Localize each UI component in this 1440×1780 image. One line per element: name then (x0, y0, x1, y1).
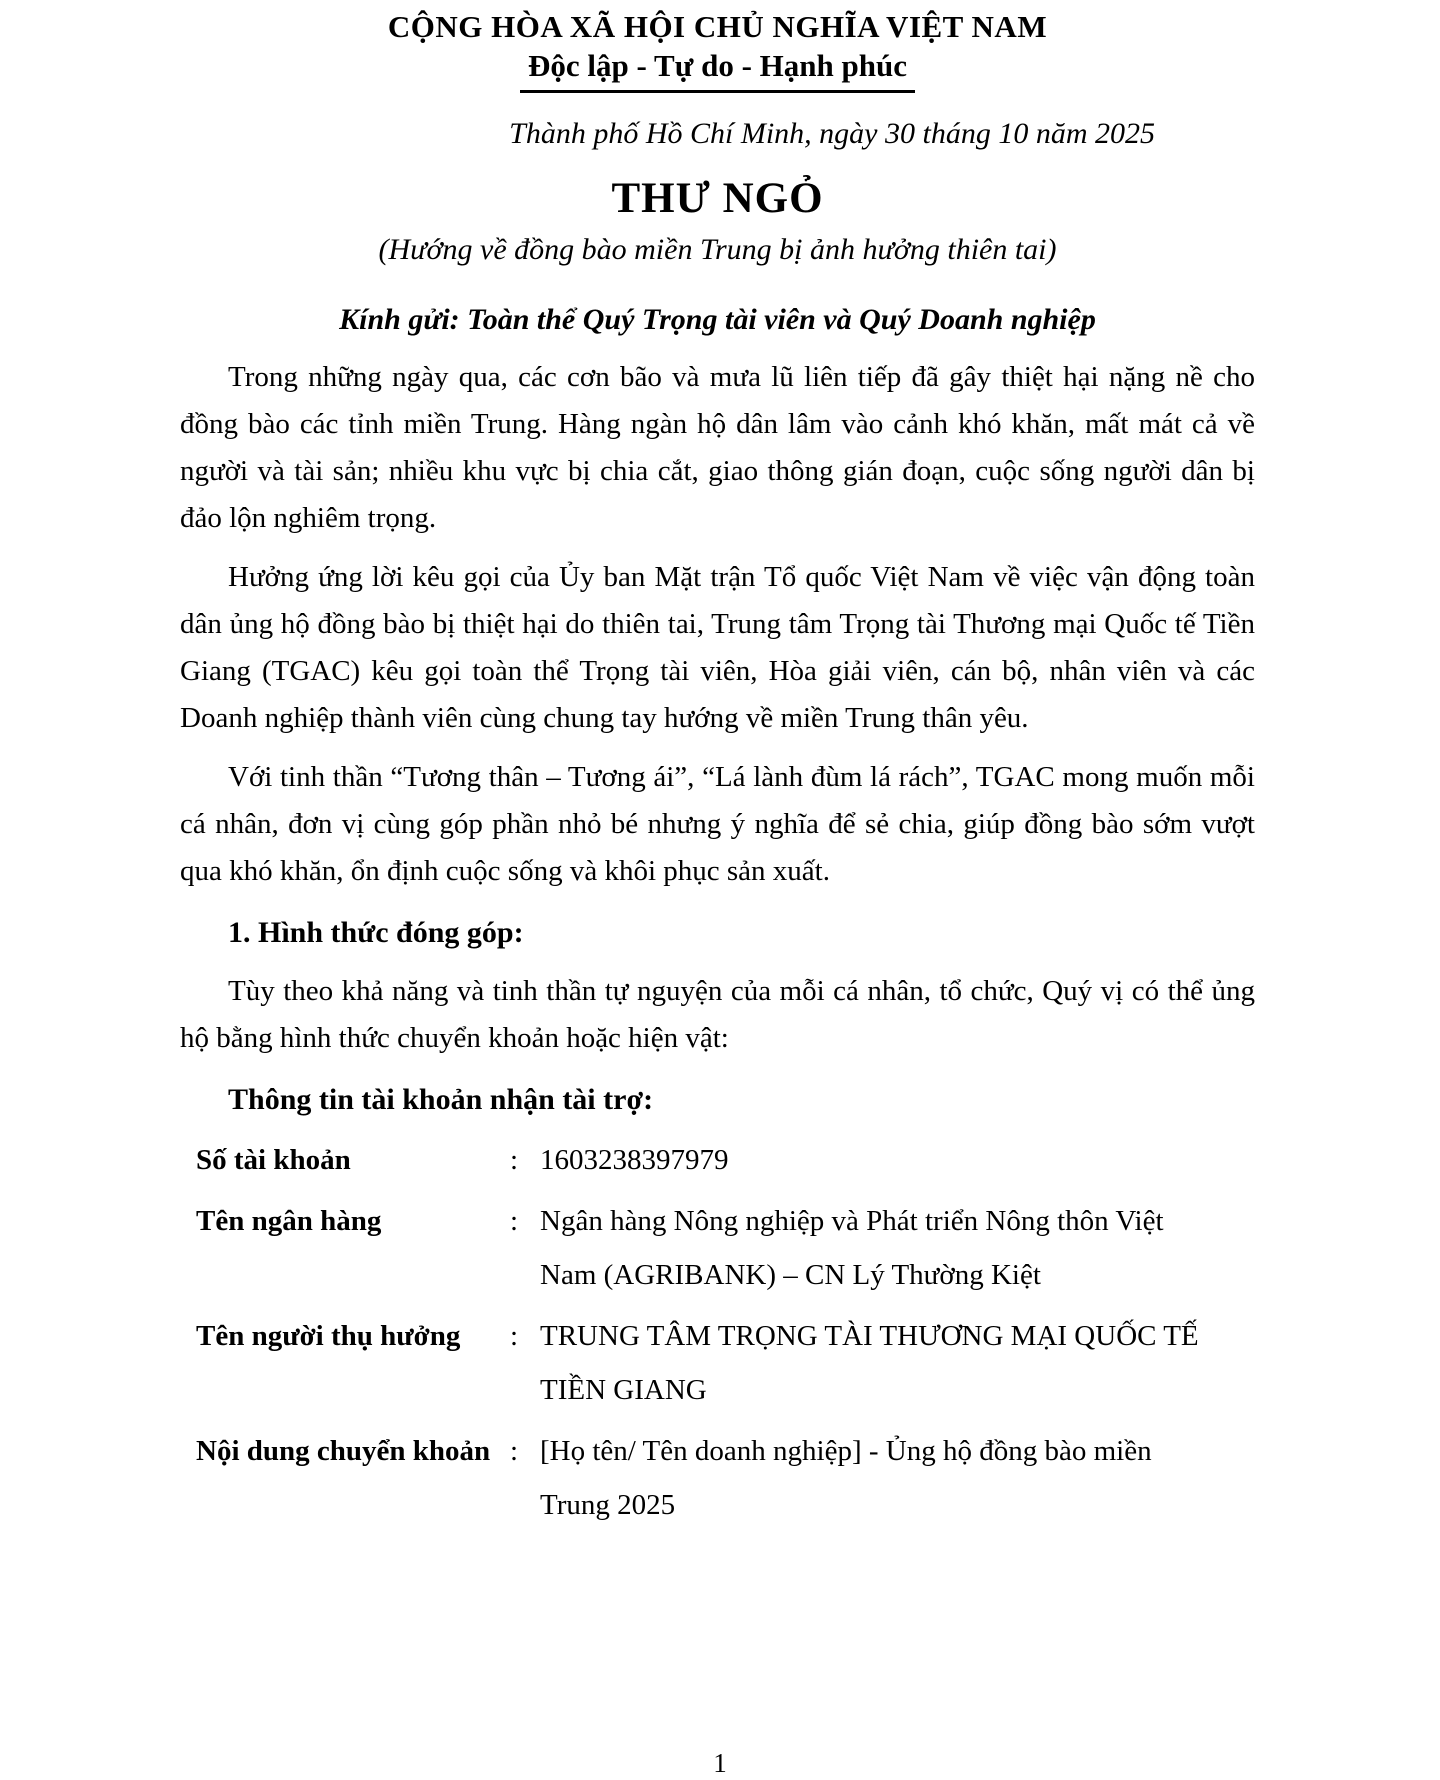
transfer-note-label: Nội dung chuyển khoản (196, 1435, 491, 1467)
colon-separator: : (510, 1320, 519, 1352)
table-row-account-number (196, 1133, 1255, 1187)
beneficiary-value: TRUNG TÂM TRỌNG TÀI THƯƠNG MẠI QUỐC TẾ TIỀN GIANG (540, 1320, 1199, 1406)
document-subtitle: (Hướng về đồng bào miền Trung bị ảnh hưởng thiên tai) (378, 233, 1057, 266)
body-paragraph-3: Với tinh thần “Tương thân – Tương ái”, “Lá lành đùm lá rách”, TGAC mong muốn mỗi cá nhân, đơn vị cùng góp phần nhỏ bé nhưng ý nghĩa để sẻ chia, giúp đồng bào sớm vượt qua khó khăn, ổn định cuộc sống và khôi phục sản xuất. (180, 761, 1255, 887)
bank-name-label: Tên ngân hàng (196, 1205, 382, 1237)
transfer-note-value: [Họ tên/ Tên doanh nghiệp] - Ủng hộ đồng bào miền Trung 2025 (540, 1435, 1152, 1521)
colon-separator: : (510, 1205, 519, 1237)
section1-heading: 1. Hình thức đóng góp: (228, 916, 524, 949)
page-number: 1 (713, 1748, 727, 1778)
national-header-motto-wrap (180, 48, 1255, 93)
national-header-country: CỘNG HÒA XÃ HỘI CHỦ NGHĨA VIỆT NAM (387, 9, 1048, 44)
bank-name-value: Ngân hàng Nông nghiệp và Phát triển Nông thôn Việt Nam (AGRIBANK) – CN Lý Thường Kiệt (540, 1205, 1164, 1291)
account-number-label: Số tài khoản (196, 1144, 351, 1176)
dateline: Thành phố Hồ Chí Minh, ngày 30 tháng 10 năm 2025 (509, 117, 1155, 150)
table-row-bank-name (196, 1194, 1255, 1302)
colon-separator: : (510, 1435, 519, 1467)
section1-intro: Tùy theo khả năng và tinh thần tự nguyện của mỗi cá nhân, tổ chức, Quý vị có thể ủng hộ bằng hình thức chuyển khoản hoặc hiện vật: (180, 975, 1255, 1054)
table-row-beneficiary (196, 1309, 1255, 1417)
beneficiary-label: Tên người thụ hưởng (196, 1320, 461, 1352)
account-number-value: 1603238397979 (540, 1144, 729, 1176)
body-paragraph-2: Hưởng ứng lời kêu gọi của Ủy ban Mặt trận Tổ quốc Việt Nam về việc vận động toàn dân ủng hộ đồng bào bị thiệt hại do thiên tai, Trung tâm Trọng tài Thương mại Quốc tế Tiền Giang (TGAC) kêu gọi toàn thể Trọng tài viên, Hòa giải viên, cán bộ, nhân viên và các Doanh nghiệp thành viên cùng chung tay hướng về miền Trung thân yêu. (180, 561, 1255, 734)
account-info-heading: Thông tin tài khoản nhận tài trợ: (228, 1083, 654, 1116)
document-title: THƯ NGỎ (611, 175, 824, 222)
national-header (180, 8, 1255, 93)
salutation: Kính gửi: Toàn thể Quý Trọng tài viên và Quý Doanh nghiệp (339, 303, 1096, 336)
table-row-transfer-note (196, 1424, 1255, 1532)
body-paragraph-1: Trong những ngày qua, các cơn bão và mưa lũ liên tiếp đã gây thiệt hại nặng nề cho đồng bào các tỉnh miền Trung. Hàng ngàn hộ dân lâm vào cảnh khó khăn, mất mát cả về người và tài sản; nhiều khu vực bị chia cắt, giao thông gián đoạn, cuộc sống người dân bị đảo lộn nghiêm trọng. (180, 361, 1255, 534)
national-header-motto: Độc lập - Tự do - Hạnh phúc (520, 48, 915, 93)
colon-separator: : (510, 1144, 519, 1176)
account-info-table (180, 1133, 1255, 1532)
